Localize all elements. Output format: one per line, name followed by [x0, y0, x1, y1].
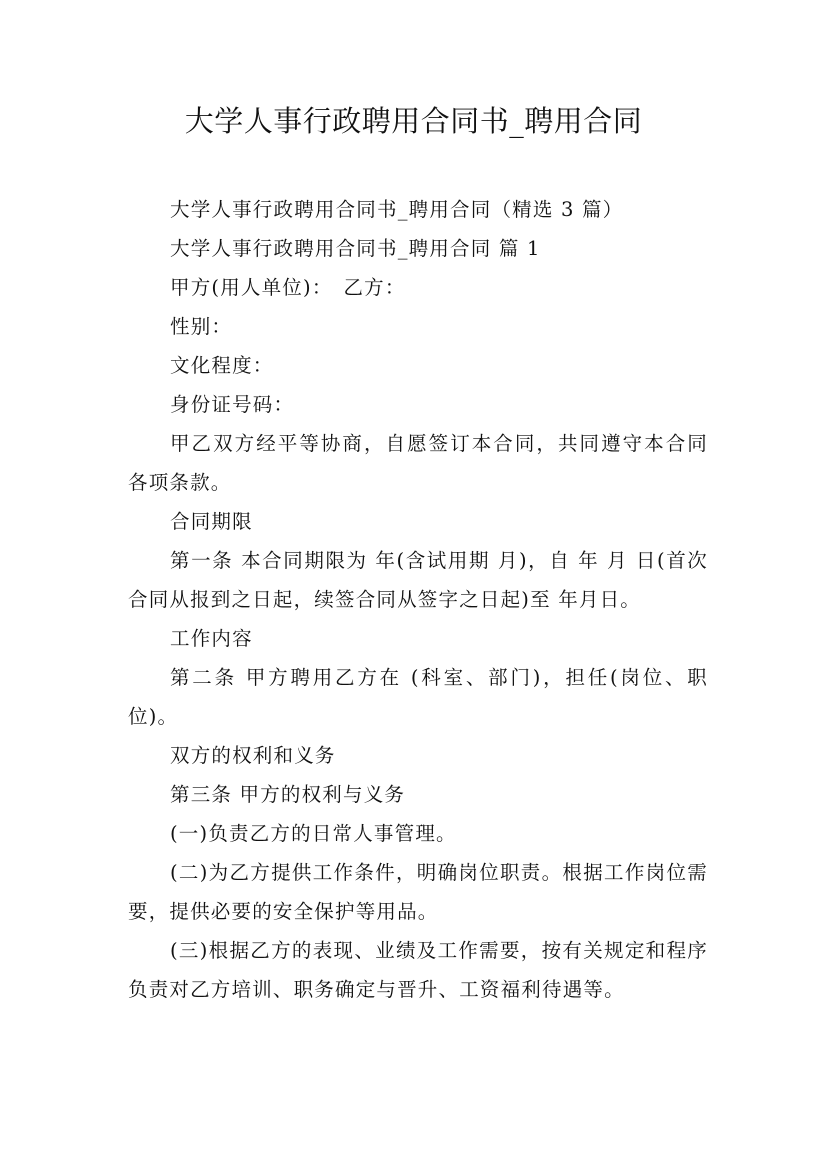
- document-title: 大学人事行政聘用合同书_聘用合同: [184, 104, 643, 138]
- paragraph-item-1: (一)负责乙方的日常人事管理。: [170, 822, 457, 845]
- paragraph-article-3: 第三条 甲方的权利与义务: [170, 783, 406, 806]
- paragraph-item-2: (二)为乙方提供工作条件，明确岗位职责。根据工作岗位需要，提供必要的安全保护等用品。: [128, 861, 708, 923]
- heading-work-content: 工作内容: [170, 627, 253, 650]
- paragraph-education: 文化程度：: [170, 354, 274, 377]
- paragraph-agreement: 甲乙双方经平等协商，自愿签订本合同，共同遵守本合同各项条款。: [128, 432, 708, 494]
- paragraph-section-heading: 大学人事行政聘用合同书_聘用合同 篇 1: [170, 237, 541, 260]
- paragraph-article-1: 第一条 本合同期限为 年(含试用期 月)，自 年 月 日(首次合同从报到之日起，续签合同从签字之日起)至 年月日。: [128, 549, 708, 611]
- paragraph-parties: 甲方(用人单位)： 乙方：: [170, 276, 406, 299]
- heading-contract-term: 合同期限: [170, 510, 253, 533]
- paragraph-subtitle: 大学人事行政聘用合同书_聘用合同（精选 3 篇）: [170, 198, 624, 221]
- paragraph-item-3: (三)根据乙方的表现、业绩及工作需要，按有关规定和程序负责对乙方培训、职务确定与晋升、工资福利待遇等。: [128, 939, 708, 1001]
- paragraph-article-2: 第二条 甲方聘用乙方在 (科室、部门)，担任(岗位、职位)。: [128, 666, 708, 728]
- heading-rights-obligations: 双方的权利和义务: [170, 744, 336, 767]
- paragraph-id-number: 身份证号码：: [170, 393, 295, 416]
- document-body: [128, 190, 708, 1009]
- paragraph-gender: 性别：: [170, 315, 233, 338]
